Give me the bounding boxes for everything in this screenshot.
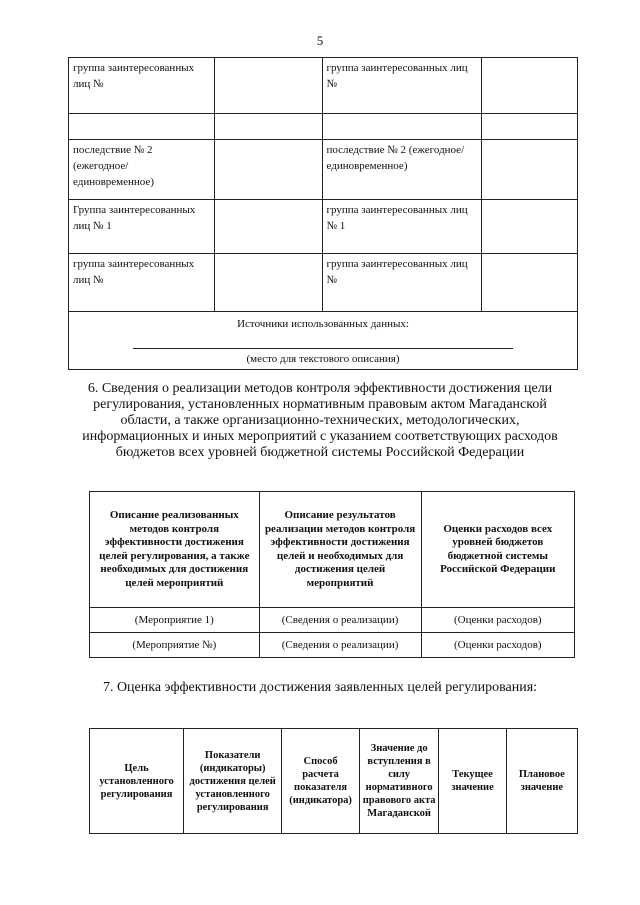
column-header: Текущее значение <box>439 729 506 834</box>
table-cell: (Сведения о реализации) <box>259 608 421 633</box>
table-cell: (Мероприятие №) <box>90 633 260 658</box>
table-cell <box>482 254 578 312</box>
table-cell <box>482 140 578 200</box>
column-header: Описание реализованных методов контроля эффективности достижения целей регулирования, а также необходимых для достижения целей мероприятий <box>90 492 260 608</box>
data-sources-cell <box>69 312 578 370</box>
table-cell <box>215 140 322 200</box>
table-cell: группа заинтересованных лиц № <box>69 58 215 114</box>
control-methods-table <box>89 491 575 658</box>
table-cell <box>482 58 578 114</box>
table-cell: группа заинтересованных лиц № <box>69 254 215 312</box>
table-cell: группа заинтересованных лиц № <box>322 254 482 312</box>
divider <box>133 348 513 349</box>
column-header: Плановое значение <box>506 729 577 834</box>
table-cell <box>215 254 322 312</box>
table-row <box>69 114 578 140</box>
table-cell <box>215 200 322 254</box>
column-header: Показатели (индикаторы) достижения целей установленного регулирования <box>184 729 282 834</box>
data-sources-label: Источники использованных данных: <box>237 318 409 330</box>
table-row <box>69 58 578 114</box>
table-cell <box>482 200 578 254</box>
table-cell: (Оценки расходов) <box>421 633 574 658</box>
table-cell <box>482 114 578 140</box>
table-row <box>90 633 575 658</box>
table-header-row <box>90 492 575 608</box>
column-header: Способ расчета показателя (индикатора) <box>282 729 360 834</box>
section-7-title: 7. Оценка эффективности достижения заявленных целей регулирования: <box>102 680 538 695</box>
effectiveness-table <box>89 728 578 834</box>
table-cell: последствие № 2 (ежегодное/ единовременное) <box>322 140 482 200</box>
section-6-title: 6. Сведения о реализации методов контроля эффективности достижения цели регулирования, установленных нормативным правовым актом Магаданской области, а также организационно-технических, методологических, информационных и иных мероприятий с указанием соответствующих расходов бюджетов всех уровней бюджетной системы Российской Федерации <box>82 381 558 460</box>
column-header: Значение до вступления в силу нормативного правового акта Магаданской <box>359 729 439 834</box>
table-cell <box>215 58 322 114</box>
table-cell <box>69 114 215 140</box>
table-header-row <box>90 729 578 834</box>
column-header: Оценки расходов всех уровней бюджетов бюджетной системы Российской Федерации <box>421 492 574 608</box>
table-cell: (Сведения о реализации) <box>259 633 421 658</box>
table-row <box>69 140 578 200</box>
column-header: Описание результатов реализации методов контроля эффективности достижения целей и необходимых для достижения целей мероприятий <box>259 492 421 608</box>
table-cell: последствие № 2 (ежегодное/ единовременное) <box>69 140 215 200</box>
consequences-table <box>68 57 578 370</box>
table-row <box>69 200 578 254</box>
table-cell: (Мероприятие 1) <box>90 608 260 633</box>
column-header: Цель установленного регулирования <box>90 729 184 834</box>
table-cell: (Оценки расходов) <box>421 608 574 633</box>
table-cell: группа заинтересованных лиц № 1 <box>322 200 482 254</box>
page-number: 5 <box>316 33 324 48</box>
table-cell: Группа заинтересованных лиц № 1 <box>69 200 215 254</box>
table-cell <box>322 114 482 140</box>
table-row <box>90 608 575 633</box>
table-row <box>69 312 578 370</box>
text-placeholder: (место для текстового описания) <box>246 353 400 365</box>
table-cell: группа заинтересованных лиц № <box>322 58 482 114</box>
table-row <box>69 254 578 312</box>
table-cell <box>215 114 322 140</box>
